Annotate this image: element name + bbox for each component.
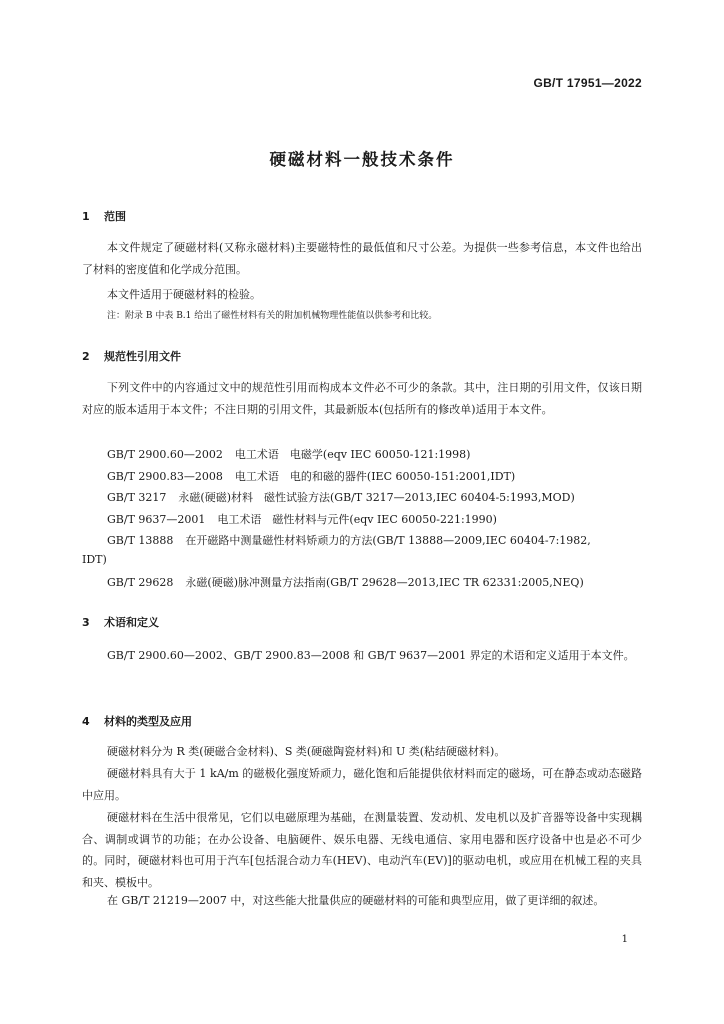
section-1-paragraph-1: 本文件规定了硬磁材料(又称永磁材料)主要磁特性的最低值和尺寸公差。为提供一些参考信息，本文件也给出了材料的密度值和化学成分范围。 xyxy=(82,241,642,276)
document-title: 硬磁材料一般技术条件 xyxy=(269,150,455,169)
reference-item xyxy=(107,574,584,590)
section-4-number: 4 xyxy=(82,715,90,728)
reference-code: GB/T 13888 xyxy=(107,534,174,547)
section-3-heading xyxy=(82,614,159,630)
reference-continuation: IDT) xyxy=(82,553,107,566)
reference-code: GB/T 3217 xyxy=(107,491,167,504)
reference-text: 永磁(硬磁)材料 磁性试验方法(GB/T 3217—2013,IEC 60404-5:1993,MOD) xyxy=(178,491,575,504)
reference-item xyxy=(107,446,470,462)
section-1-number: 1 xyxy=(82,210,90,223)
reference-text: 电工术语 电磁学(eqv IEC 60050-121:1998) xyxy=(234,448,471,461)
reference-text: 永磁(硬磁)脉冲测量方法指南(GB/T 29628—2013,IEC TR 62331:2005,NEQ) xyxy=(185,576,584,589)
section-4-paragraph-1: 硬磁材料分为 R 类(硬磁合金材料)、S 类(硬磁陶瓷材料)和 U 类(粘结硬磁材料)。 xyxy=(107,745,506,758)
reference-code: GB/T 2900.83—2008 xyxy=(107,470,223,483)
section-4-heading xyxy=(82,713,192,729)
reference-item xyxy=(107,511,497,527)
section-3-paragraph-1: GB/T 2900.60—2002、GB/T 2900.83—2008 和 GB/T 9637—2001 界定的术语和定义适用于本文件。 xyxy=(107,649,635,662)
section-2-number: 2 xyxy=(82,350,90,363)
section-4-title: 材料的类型及应用 xyxy=(104,715,192,728)
section-2-title: 规范性引用文件 xyxy=(104,350,181,363)
reference-code: GB/T 29628 xyxy=(107,576,174,589)
section-4-paragraph-4: 在 GB/T 21219—2007 中，对这些能大批量供应的硬磁材料的可能和典型应用，做了更详细的叙述。 xyxy=(107,894,605,907)
section-2-paragraph-1: 下列文件中的内容通过文中的规范性引用而构成本文件必不可少的条款。其中，注日期的引用文件，仅该日期对应的版本适用于本文件；不注日期的引用文件，其最新版本(包括所有的修改单)适用于本文件。 xyxy=(82,381,642,416)
reference-code: GB/T 9637—2001 xyxy=(107,513,206,526)
section-1-paragraph-2: 本文件适用于硬磁材料的检验。 xyxy=(107,288,261,301)
section-4-paragraph-2: 硬磁材料具有大于 1 kA/m 的磁极化强度矫顽力，磁化饱和后能提供依材料而定的磁场，可在静态或动态磁路中应用。 xyxy=(82,767,642,802)
standard-number: GB/T 17951—2022 xyxy=(533,76,642,90)
section-2-heading xyxy=(82,348,181,364)
section-3-number: 3 xyxy=(82,616,90,629)
reference-text: 在开磁路中测量磁性材料矫顽力的方法(GB/T 13888—2009,IEC 60404-7:1982, xyxy=(185,534,591,547)
reference-item xyxy=(107,489,575,505)
section-1-note: 注：附录 B 中表 B.1 给出了磁性材料有关的附加机械物理性能值以供参考和比较。 xyxy=(107,311,438,321)
reference-item xyxy=(107,532,591,548)
reference-text: 电工术语 电的和磁的器件(IEC 60050-151:2001,IDT) xyxy=(234,470,516,483)
section-1-title: 范围 xyxy=(104,210,126,223)
section-3-title: 术语和定义 xyxy=(104,616,159,629)
reference-text: 电工术语 磁性材料与元件(eqv IEC 60050-221:1990) xyxy=(217,513,497,526)
reference-item xyxy=(107,468,515,484)
page-number: 1 xyxy=(621,934,628,945)
section-1-heading xyxy=(82,208,126,224)
reference-code: GB/T 2900.60—2002 xyxy=(107,448,223,461)
section-4-paragraph-3: 硬磁材料在生活中很常见，它们以电磁原理为基础，在测量装置、发动机、发电机以及扩音器等设备中实现耦合、调制或调节的功能；在办公设备、电脑硬件、娱乐电器、无线电通信、家用电器和医疗设备中也是必不可少的。同时，硬磁材料也可用于汽车[包括混合动力车(HEV)、电动汽车(EV)]的驱动电机，或应用在机械工程的夹具和夹、模板中。 xyxy=(82,811,642,889)
